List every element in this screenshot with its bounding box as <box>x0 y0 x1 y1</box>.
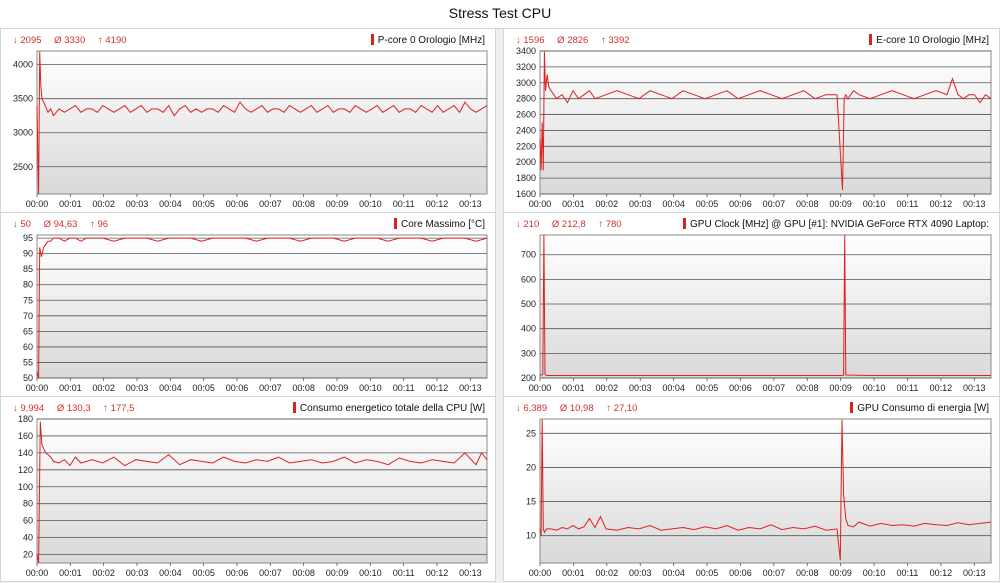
y-tick-label: 3400 <box>515 46 536 56</box>
stat-min: ↓ 210 <box>516 219 540 230</box>
x-tick-label: 00:08 <box>292 199 315 209</box>
line-chart <box>504 397 1000 583</box>
x-tick-label: 00:08 <box>795 383 819 393</box>
stat-max: ↑ 780 <box>598 219 622 230</box>
y-tick-label: 10 <box>525 530 536 541</box>
x-tick-label: 00:11 <box>896 199 919 209</box>
x-tick-label: 00:09 <box>829 383 852 393</box>
plot-area <box>37 419 487 563</box>
x-tick-label: 00:10 <box>359 199 382 209</box>
x-tick-label: 00:08 <box>292 568 315 578</box>
x-tick-label: 00:01 <box>59 199 82 209</box>
y-tick-label: 200 <box>520 373 536 383</box>
x-tick-label: 00:03 <box>125 383 149 393</box>
x-tick-label: 00:07 <box>259 568 282 578</box>
x-tick-label: 00:09 <box>325 199 349 209</box>
x-tick-label: 00:09 <box>325 568 349 578</box>
y-tick-label: 1800 <box>515 173 536 184</box>
stat-min: ↓ 50 <box>13 219 31 230</box>
x-tick-label: 00:05 <box>192 568 215 578</box>
y-tick-label: 2200 <box>515 141 536 152</box>
y-tick-label: 90 <box>22 248 33 259</box>
x-tick-label: 00:07 <box>259 199 282 209</box>
x-tick-label: 00:12 <box>425 199 449 209</box>
line-chart <box>1 29 497 214</box>
x-tick-label: 00:03 <box>628 568 652 578</box>
y-tick-label: 4000 <box>12 59 33 70</box>
plot-area <box>37 235 487 378</box>
x-tick-label: 00:09 <box>325 383 349 393</box>
x-tick-label: 00:00 <box>528 568 552 578</box>
x-tick-label: 00:13 <box>459 568 482 578</box>
x-tick-label: 00:10 <box>359 383 382 393</box>
legend-label: GPU Consumo di energia [W] <box>857 403 989 414</box>
x-tick-label: 00:01 <box>59 383 82 393</box>
x-tick-label: 00:05 <box>695 199 719 209</box>
x-tick-label: 00:10 <box>862 383 886 393</box>
x-tick-label: 00:12 <box>425 383 449 393</box>
y-tick-label: 3000 <box>12 127 33 138</box>
x-tick-label: 00:08 <box>795 199 819 209</box>
y-tick-label: 95 <box>22 233 33 244</box>
x-tick-label: 00:06 <box>225 199 249 209</box>
legend-label: E-core 10 Orologio [MHz] <box>876 35 989 46</box>
y-tick-label: 1600 <box>515 189 536 199</box>
y-tick-label: 2800 <box>515 93 536 104</box>
x-tick-label: 00:13 <box>459 383 482 393</box>
x-tick-label: 00:08 <box>795 568 819 578</box>
legend-label: P-core 0 Orologio [MHz] <box>377 35 485 46</box>
x-tick-label: 00:00 <box>25 568 49 578</box>
x-tick-label: 00:03 <box>628 383 652 393</box>
y-tick-label: 700 <box>520 249 536 260</box>
x-tick-label: 00:11 <box>896 568 919 578</box>
x-tick-label: 00:00 <box>528 199 552 209</box>
plot-area <box>540 51 991 194</box>
x-tick-label: 00:11 <box>896 383 919 393</box>
y-tick-label: 500 <box>520 299 536 310</box>
x-tick-label: 00:13 <box>963 568 986 578</box>
chart-panel-core-max-temp <box>0 212 496 397</box>
y-tick-label: 80 <box>22 279 33 290</box>
x-tick-label: 00:04 <box>662 568 685 578</box>
chart-panel-e-core-clock <box>503 28 1000 213</box>
x-tick-label: 00:04 <box>662 383 685 393</box>
y-tick-label: 20 <box>525 462 536 473</box>
y-tick-label: 80 <box>22 498 33 509</box>
x-tick-label: 00:04 <box>159 383 182 393</box>
x-tick-label: 00:06 <box>729 568 752 578</box>
y-tick-label: 70 <box>22 310 33 321</box>
x-tick-label: 00:12 <box>929 568 953 578</box>
y-tick-label: 40 <box>22 532 33 543</box>
stat-max: ↑ 27,10 <box>606 403 638 414</box>
y-tick-label: 300 <box>520 348 536 359</box>
x-tick-label: 00:04 <box>159 199 182 209</box>
y-tick-label: 15 <box>525 496 536 507</box>
y-tick-label: 100 <box>17 481 33 492</box>
x-tick-label: 00:11 <box>392 383 415 393</box>
stat-min: ↓ 2095 <box>13 35 42 46</box>
stat-min: ↓ 9,994 <box>13 403 45 414</box>
stat-avg: Ø 3330 <box>54 35 86 46</box>
line-chart <box>1 397 497 583</box>
x-tick-label: 00:04 <box>159 568 182 578</box>
x-tick-label: 00:06 <box>225 568 249 578</box>
line-chart <box>504 213 1000 398</box>
x-tick-label: 00:02 <box>92 199 115 209</box>
y-tick-label: 3200 <box>515 61 536 72</box>
x-tick-label: 00:07 <box>762 568 786 578</box>
x-tick-label: 00:02 <box>595 568 619 578</box>
chart-panel-gpu-power <box>503 396 1000 582</box>
x-tick-label: 00:06 <box>729 383 752 393</box>
y-tick-label: 65 <box>22 326 33 337</box>
y-tick-label: 50 <box>22 373 33 383</box>
y-tick-label: 600 <box>520 274 536 285</box>
x-tick-label: 00:02 <box>92 383 115 393</box>
x-tick-label: 00:11 <box>392 199 415 209</box>
y-tick-label: 2000 <box>515 157 536 168</box>
y-tick-label: 25 <box>525 428 536 439</box>
chart-panel-gpu-clock <box>503 212 1000 397</box>
y-tick-label: 140 <box>17 447 33 458</box>
x-tick-label: 00:13 <box>963 199 986 209</box>
legend-label: Core Massimo [°C] <box>400 219 485 230</box>
x-tick-label: 00:03 <box>125 199 149 209</box>
stat-avg: Ø 2826 <box>557 35 589 46</box>
x-tick-label: 00:07 <box>762 383 786 393</box>
y-tick-label: 3000 <box>515 77 536 88</box>
x-tick-label: 00:03 <box>628 199 652 209</box>
x-tick-label: 00:02 <box>595 383 619 393</box>
x-tick-label: 00:10 <box>862 199 886 209</box>
y-tick-label: 2500 <box>12 161 33 172</box>
x-tick-label: 00:12 <box>929 383 953 393</box>
stat-max: ↑ 3392 <box>600 35 630 46</box>
x-tick-label: 00:09 <box>829 568 852 578</box>
legend-label: Consumo energetico totale della CPU [W] <box>299 403 485 414</box>
x-tick-label: 00:13 <box>459 199 482 209</box>
x-tick-label: 00:01 <box>562 199 585 209</box>
plot-area <box>37 51 487 194</box>
x-tick-label: 00:02 <box>92 568 115 578</box>
y-tick-label: 3500 <box>12 93 33 104</box>
y-tick-label: 75 <box>22 295 33 306</box>
x-tick-label: 00:09 <box>829 199 852 209</box>
x-tick-label: 00:06 <box>225 383 249 393</box>
x-tick-label: 00:06 <box>729 199 752 209</box>
x-tick-label: 00:07 <box>762 199 786 209</box>
line-chart <box>1 213 497 398</box>
y-tick-label: 160 <box>17 430 33 441</box>
stat-avg: Ø 94,63 <box>43 219 78 230</box>
x-tick-label: 00:07 <box>259 383 282 393</box>
x-tick-label: 00:12 <box>929 199 953 209</box>
y-tick-label: 20 <box>22 549 33 560</box>
x-tick-label: 00:01 <box>562 383 585 393</box>
y-tick-label: 120 <box>17 464 33 475</box>
y-tick-label: 2400 <box>515 125 536 136</box>
stat-max: ↑ 96 <box>90 219 109 230</box>
chart-panel-cpu-power <box>0 396 496 582</box>
x-tick-label: 00:00 <box>25 383 49 393</box>
chart-panel-p-core-clock <box>0 28 496 213</box>
x-tick-label: 00:04 <box>662 199 685 209</box>
plot-area <box>540 419 991 563</box>
stat-max: ↑ 177,5 <box>103 403 135 414</box>
x-tick-label: 00:00 <box>528 383 552 393</box>
page-title: Stress Test CPU <box>448 5 552 21</box>
x-tick-label: 00:10 <box>359 568 382 578</box>
stat-min: ↓ 6,389 <box>516 403 548 414</box>
x-tick-label: 00:05 <box>192 199 215 209</box>
y-tick-label: 60 <box>22 341 33 352</box>
y-tick-label: 2600 <box>515 109 536 120</box>
legend-label: GPU Clock [MHz] @ GPU [#1]: NVIDIA GeForce RTX 4090 Laptop: <box>690 219 989 230</box>
stat-max: ↑ 4190 <box>97 35 127 46</box>
x-tick-label: 00:01 <box>59 568 82 578</box>
x-tick-label: 00:05 <box>695 568 719 578</box>
x-tick-label: 00:05 <box>192 383 215 393</box>
y-tick-label: 400 <box>520 323 536 334</box>
stat-avg: Ø 212,8 <box>551 219 586 230</box>
x-tick-label: 00:05 <box>695 383 719 393</box>
x-tick-label: 00:10 <box>862 568 886 578</box>
stat-avg: Ø 10,98 <box>559 403 594 414</box>
y-tick-label: 85 <box>22 264 33 275</box>
stat-min: ↓ 1596 <box>516 35 545 46</box>
x-tick-label: 00:13 <box>963 383 986 393</box>
y-tick-label: 55 <box>22 357 33 368</box>
y-tick-label: 60 <box>22 515 33 526</box>
x-tick-label: 00:11 <box>392 568 415 578</box>
y-tick-label: 180 <box>17 414 33 424</box>
stat-avg: Ø 130,3 <box>56 403 91 414</box>
x-tick-label: 00:12 <box>425 568 449 578</box>
x-tick-label: 00:08 <box>292 383 315 393</box>
x-tick-label: 00:01 <box>562 568 585 578</box>
title-bar <box>0 0 1000 29</box>
plot-area <box>540 235 991 378</box>
line-chart <box>504 29 1000 214</box>
x-tick-label: 00:03 <box>125 568 149 578</box>
x-tick-label: 00:02 <box>595 199 619 209</box>
x-tick-label: 00:00 <box>25 199 49 209</box>
